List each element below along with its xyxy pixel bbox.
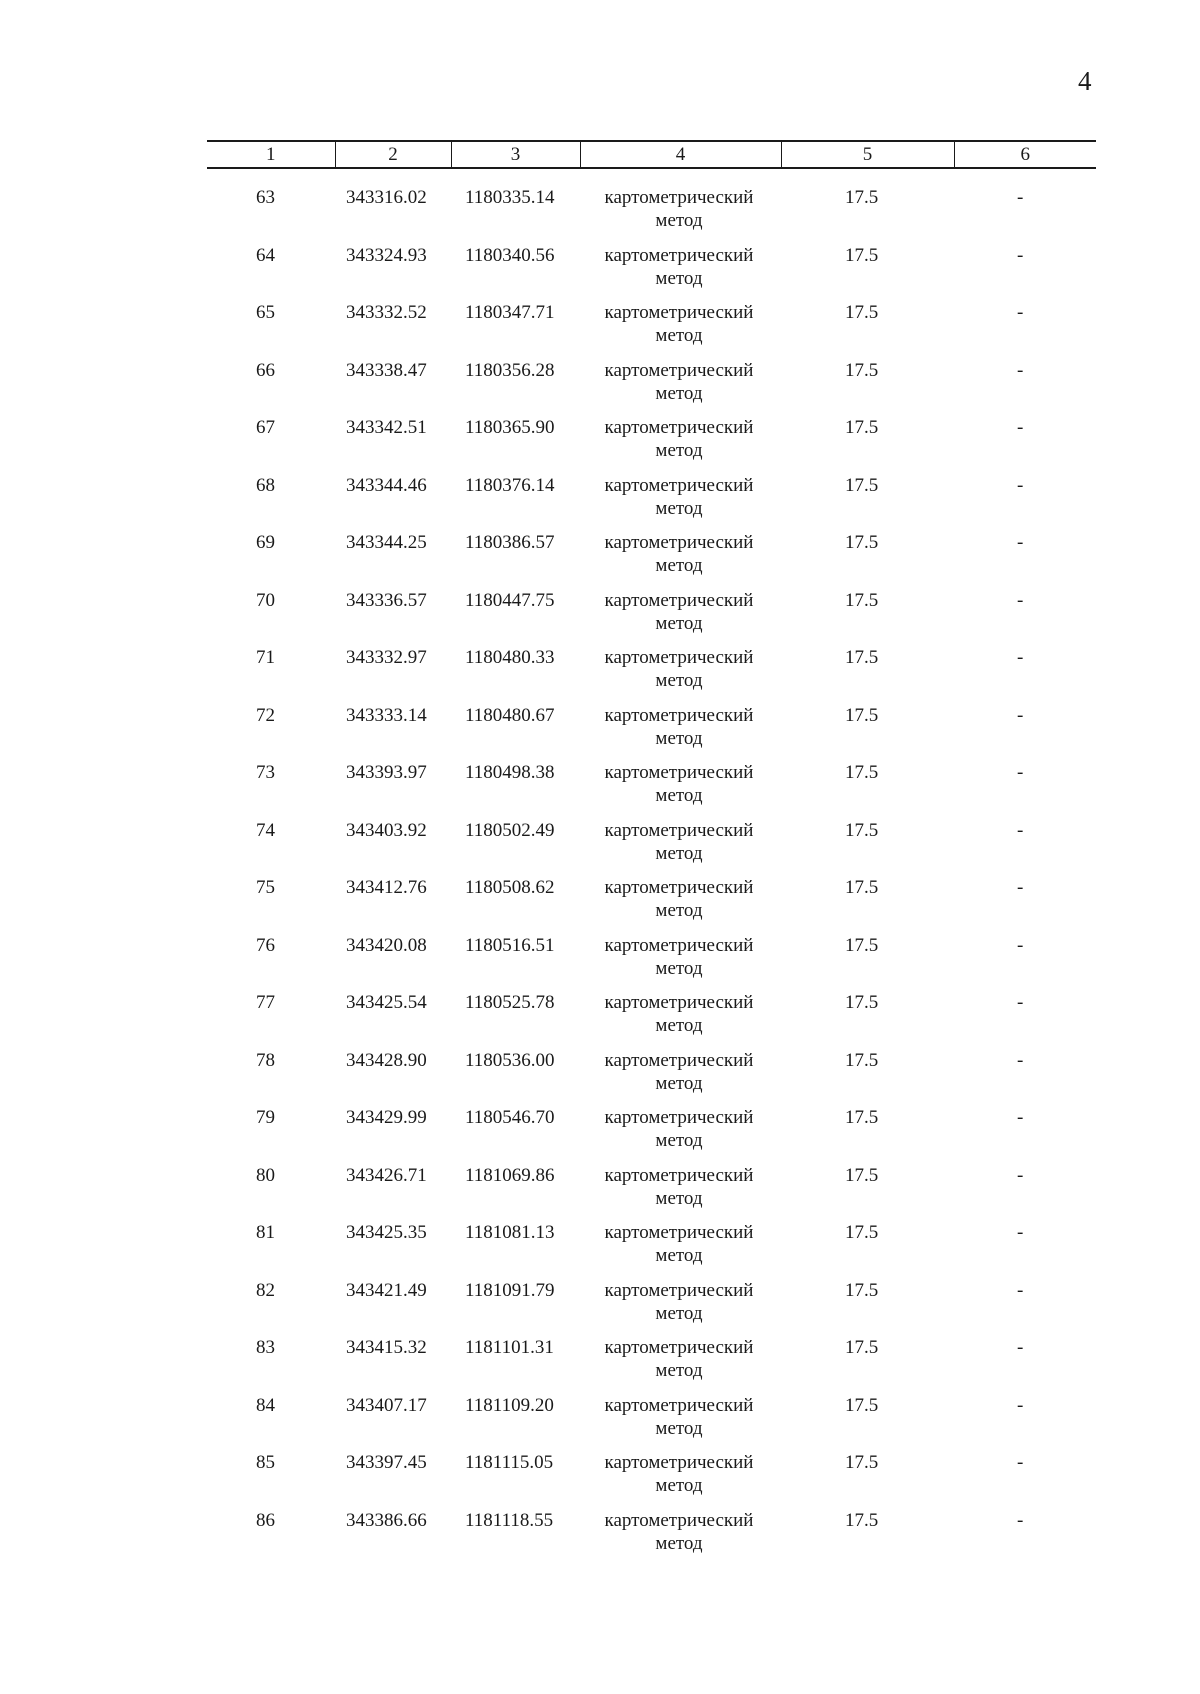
method: [590, 474, 768, 520]
coordinate-x: 343336.57: [346, 589, 427, 611]
table-row: [0, 876, 1200, 934]
description: -: [1017, 762, 1024, 783]
description: -: [1017, 1394, 1024, 1416]
point-number: 81: [256, 1222, 275, 1243]
coordinate-x: 343425.54: [346, 992, 427, 1013]
coordinate-x: 343403.92: [346, 819, 427, 841]
method: [590, 646, 768, 692]
table-row: [0, 704, 1200, 762]
point-number: 85: [256, 1452, 275, 1473]
description: -: [1017, 1337, 1024, 1358]
coordinate-x: 343344.46: [346, 474, 427, 496]
coordinate-x: 343316.02: [346, 187, 427, 208]
coordinate-y: 1180502.49: [465, 819, 555, 841]
point-number: 86: [256, 1509, 275, 1531]
coordinate-y: 1180376.14: [465, 474, 555, 496]
table-row: [0, 761, 1200, 819]
coordinate-x: 343324.93: [346, 244, 427, 266]
coordinate-x: 343393.97: [346, 762, 427, 783]
accuracy: 17.5: [845, 1279, 879, 1301]
method-line-1: картометрический: [604, 1452, 754, 1473]
accuracy: 17.5: [845, 1509, 879, 1531]
coordinate-x: 343407.17: [346, 1394, 427, 1416]
coordinate-y: 1180480.33: [465, 647, 555, 668]
description: -: [1017, 704, 1024, 726]
method-line-1: картометрический: [604, 992, 754, 1013]
method-line-1: картометрический: [604, 647, 754, 668]
method-line-2: метод: [655, 267, 703, 289]
table-row: [0, 1336, 1200, 1394]
method: [590, 819, 768, 865]
description: -: [1017, 244, 1024, 266]
table-row: [0, 1394, 1200, 1452]
method: [590, 934, 768, 980]
method-line-1: картометрический: [604, 359, 754, 381]
table-row: [0, 1509, 1200, 1567]
method: [590, 761, 768, 807]
method-line-2: метод: [655, 555, 703, 576]
method: [590, 244, 768, 290]
table-row: [0, 531, 1200, 589]
method-line-2: метод: [655, 1302, 703, 1324]
point-number: 80: [256, 1164, 275, 1186]
accuracy: 17.5: [845, 1394, 879, 1416]
table-row: [0, 1164, 1200, 1222]
table-row: [0, 646, 1200, 704]
description: -: [1017, 647, 1024, 668]
coordinate-y: 1181109.20: [465, 1394, 554, 1416]
point-number: 70: [256, 589, 275, 611]
description: -: [1017, 417, 1024, 438]
coordinate-x: 343412.76: [346, 877, 427, 898]
point-number: 82: [256, 1279, 275, 1301]
accuracy: 17.5: [845, 819, 879, 841]
description: -: [1017, 532, 1024, 553]
method-line-1: картометрический: [604, 302, 754, 323]
header-col-6: 6: [954, 141, 1096, 168]
method-line-1: картометрический: [604, 762, 754, 783]
method-line-2: метод: [655, 1532, 703, 1554]
method: [590, 1394, 768, 1440]
coordinate-x: 343397.45: [346, 1452, 427, 1473]
method-line-2: метод: [655, 382, 703, 404]
coordinate-y: 1180546.70: [465, 1107, 555, 1128]
method-line-2: метод: [655, 842, 703, 864]
point-number: 76: [256, 934, 275, 956]
accuracy: 17.5: [845, 1337, 879, 1358]
method-line-1: картометрический: [604, 877, 754, 898]
method: [590, 531, 768, 577]
method-line-1: картометрический: [604, 1279, 754, 1301]
method: [590, 186, 768, 232]
table-row: [0, 359, 1200, 417]
coordinate-y: 1180508.62: [465, 877, 555, 898]
method: [590, 416, 768, 462]
method: [590, 1451, 768, 1497]
coordinate-y: 1180498.38: [465, 762, 555, 783]
table-row: [0, 1279, 1200, 1337]
description: -: [1017, 359, 1024, 381]
method-line-2: метод: [655, 1130, 703, 1151]
method-line-2: метод: [655, 900, 703, 921]
accuracy: 17.5: [845, 877, 879, 898]
coordinate-x: 343421.49: [346, 1279, 427, 1301]
table-row: [0, 186, 1200, 244]
description: -: [1017, 187, 1024, 208]
accuracy: 17.5: [845, 934, 879, 956]
point-number: 66: [256, 359, 275, 381]
coordinate-x: 343428.90: [346, 1049, 427, 1071]
coordinate-y: 1180447.75: [465, 589, 555, 611]
method-line-2: метод: [655, 727, 703, 749]
method-line-1: картометрический: [604, 1337, 754, 1358]
method-line-2: метод: [655, 1015, 703, 1036]
method: [590, 589, 768, 635]
table-row: [0, 474, 1200, 532]
accuracy: 17.5: [845, 1222, 879, 1243]
method: [590, 1049, 768, 1095]
table-body: [0, 186, 1200, 1566]
method-line-1: картометрический: [604, 1164, 754, 1186]
method-line-1: картометрический: [604, 934, 754, 956]
description: -: [1017, 1164, 1024, 1186]
header-col-2: 2: [335, 141, 451, 168]
method-line-2: метод: [655, 325, 703, 346]
table-row: [0, 1049, 1200, 1107]
accuracy: 17.5: [845, 532, 879, 553]
header-col-4: 4: [580, 141, 781, 168]
method-line-1: картометрический: [604, 1107, 754, 1128]
method-line-1: картометрический: [604, 819, 754, 841]
description: -: [1017, 589, 1024, 611]
accuracy: 17.5: [845, 704, 879, 726]
method: [590, 1106, 768, 1152]
header-col-1: 1: [207, 141, 335, 168]
accuracy: 17.5: [845, 302, 879, 323]
accuracy: 17.5: [845, 474, 879, 496]
coordinate-y: 1180347.71: [465, 302, 555, 323]
point-number: 84: [256, 1394, 275, 1416]
method: [590, 991, 768, 1037]
point-number: 72: [256, 704, 275, 726]
coordinate-y: 1180356.28: [465, 359, 555, 381]
coordinate-y: 1180335.14: [465, 187, 555, 208]
accuracy: 17.5: [845, 187, 879, 208]
method: [590, 1221, 768, 1267]
accuracy: 17.5: [845, 1049, 879, 1071]
method-line-1: картометрический: [604, 1222, 754, 1243]
method-line-1: картометрический: [604, 474, 754, 496]
description: -: [1017, 1107, 1024, 1128]
table-row: [0, 244, 1200, 302]
method-line-1: картометрический: [604, 532, 754, 553]
description: -: [1017, 302, 1024, 323]
coordinate-x: 343429.99: [346, 1107, 427, 1128]
accuracy: 17.5: [845, 589, 879, 611]
coordinate-y: 1181118.55: [465, 1509, 554, 1531]
coordinate-x: 343344.25: [346, 532, 427, 553]
accuracy: 17.5: [845, 417, 879, 438]
coordinate-y: 1181069.86: [465, 1164, 555, 1186]
method-line-2: метод: [655, 497, 703, 519]
coordinate-x: 343338.47: [346, 359, 427, 381]
accuracy: 17.5: [845, 1452, 879, 1473]
method-line-2: метод: [655, 670, 703, 691]
description: -: [1017, 1222, 1024, 1243]
description: -: [1017, 1509, 1024, 1531]
accuracy: 17.5: [845, 762, 879, 783]
method-line-1: картометрический: [604, 704, 754, 726]
point-number: 71: [256, 647, 275, 668]
coordinate-x: 343332.52: [346, 302, 427, 323]
coordinate-y: 1180386.57: [465, 532, 555, 553]
method-line-2: метод: [655, 1072, 703, 1094]
table-row: [0, 1221, 1200, 1279]
coordinate-x: 343415.32: [346, 1337, 427, 1358]
accuracy: 17.5: [845, 244, 879, 266]
method-line-2: метод: [655, 440, 703, 461]
method-line-2: метод: [655, 957, 703, 979]
coordinate-y: 1181081.13: [465, 1222, 555, 1243]
page-number: 4: [1078, 66, 1092, 96]
description: -: [1017, 934, 1024, 956]
table-row: [0, 301, 1200, 359]
table-row: [0, 1106, 1200, 1164]
method: [590, 1509, 768, 1555]
header-col-5: 5: [781, 141, 954, 168]
description: -: [1017, 1279, 1024, 1301]
description: -: [1017, 1452, 1024, 1473]
point-number: 64: [256, 244, 275, 266]
point-number: 75: [256, 877, 275, 898]
point-number: 73: [256, 762, 275, 783]
table-row: [0, 934, 1200, 992]
coordinate-y: 1180525.78: [465, 992, 555, 1013]
coordinate-y: 1180340.56: [465, 244, 555, 266]
method-line-2: метод: [655, 1475, 703, 1496]
description: -: [1017, 819, 1024, 841]
coordinate-x: 343425.35: [346, 1222, 427, 1243]
description: -: [1017, 992, 1024, 1013]
method-line-2: метод: [655, 1187, 703, 1209]
method-line-1: картометрический: [604, 1394, 754, 1416]
method-line-1: картометрический: [604, 187, 754, 208]
point-number: 74: [256, 819, 275, 841]
method: [590, 1336, 768, 1382]
coordinate-y: 1180480.67: [465, 704, 555, 726]
method-line-2: метод: [655, 1417, 703, 1439]
accuracy: 17.5: [845, 1107, 879, 1128]
method-line-2: метод: [655, 1360, 703, 1381]
method-line-1: картометрический: [604, 1509, 754, 1531]
point-number: 63: [256, 187, 275, 208]
description: -: [1017, 877, 1024, 898]
coordinate-x: 343420.08: [346, 934, 427, 956]
method: [590, 359, 768, 405]
header-col-3: 3: [451, 141, 580, 168]
point-number: 77: [256, 992, 275, 1013]
method-line-2: метод: [655, 210, 703, 231]
point-number: 83: [256, 1337, 275, 1358]
accuracy: 17.5: [845, 647, 879, 668]
method-line-2: метод: [655, 612, 703, 634]
coordinate-x: 343342.51: [346, 417, 427, 438]
description: -: [1017, 1049, 1024, 1071]
coordinate-x: 343333.14: [346, 704, 427, 726]
accuracy: 17.5: [845, 359, 879, 381]
coordinate-y: 1181091.79: [465, 1279, 555, 1301]
method-line-1: картометрический: [604, 1049, 754, 1071]
coordinate-y: 1181101.31: [465, 1337, 554, 1358]
coordinate-y: 1180365.90: [465, 417, 555, 438]
method: [590, 301, 768, 347]
table-row: [0, 416, 1200, 474]
table-row: [0, 991, 1200, 1049]
method: [590, 876, 768, 922]
method-line-1: картометрический: [604, 417, 754, 438]
point-number: 78: [256, 1049, 275, 1071]
point-number: 69: [256, 532, 275, 553]
table-row: [0, 1451, 1200, 1509]
point-number: 65: [256, 302, 275, 323]
accuracy: 17.5: [845, 1164, 879, 1186]
coordinate-x: 343332.97: [346, 647, 427, 668]
description: -: [1017, 474, 1024, 496]
accuracy: 17.5: [845, 992, 879, 1013]
method-line-2: метод: [655, 1245, 703, 1266]
method-line-1: картометрический: [604, 244, 754, 266]
table-row: [0, 589, 1200, 647]
point-number: 67: [256, 417, 275, 438]
method: [590, 1164, 768, 1210]
coordinate-y: 1181115.05: [465, 1452, 554, 1473]
coordinate-x: 343386.66: [346, 1509, 427, 1531]
method: [590, 704, 768, 750]
table-header: [207, 140, 1096, 169]
method-line-2: метод: [655, 785, 703, 806]
coordinate-y: 1180516.51: [465, 934, 555, 956]
table-row: [0, 819, 1200, 877]
point-number: 68: [256, 474, 275, 496]
point-number: 79: [256, 1107, 275, 1128]
method: [590, 1279, 768, 1325]
method-line-1: картометрический: [604, 589, 754, 611]
coordinate-y: 1180536.00: [465, 1049, 555, 1071]
coordinate-x: 343426.71: [346, 1164, 427, 1186]
